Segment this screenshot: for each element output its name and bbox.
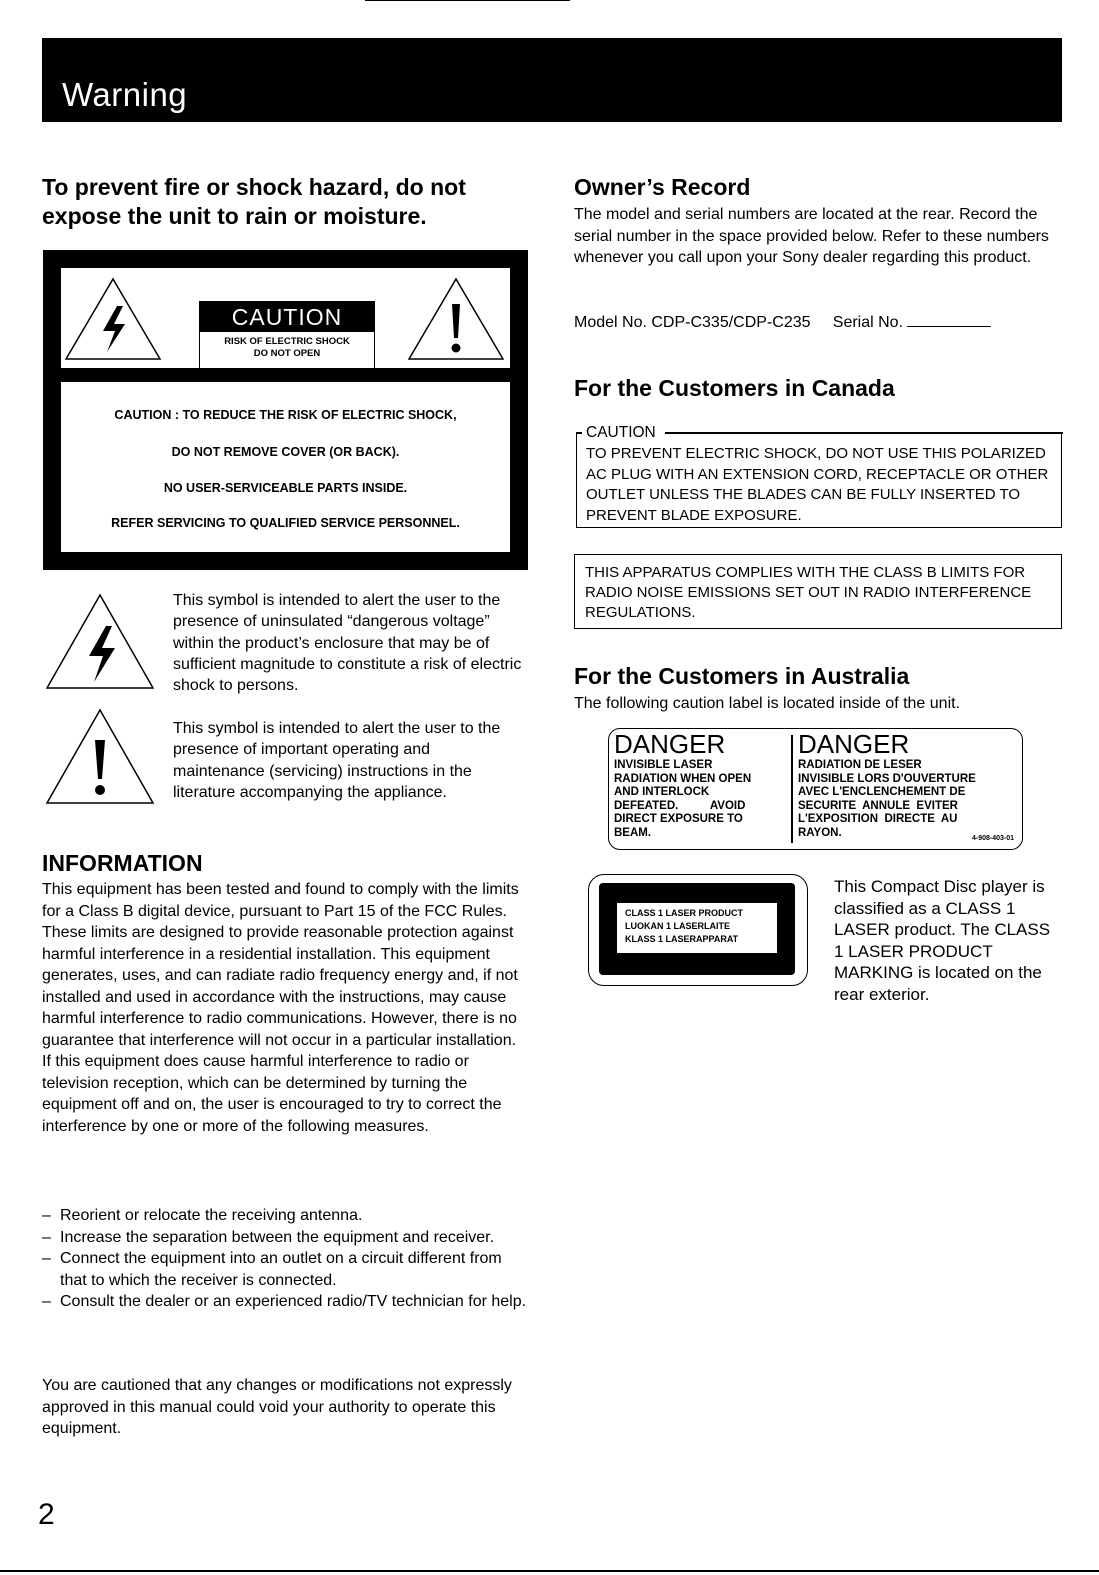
canada-caution-box: [576, 424, 1062, 528]
information-body: This equipment has been tested and found to comply with the limits for a Class B digital device, pursuant to Part 15 of the FCC Rules. These limits are designed to provide reasonable protection against harmful interference in a residential installation. This equipment generates, uses, and can radiate radio frequency energy and, if not installed and used in accordance with the instructions, may cause harmful interference to radio communications. However, there is no guarantee that interference will not occur in a particular installation. If this equipment does cause harmful interference to radio or television reception, which can be determined by turning the equipment off and on, the user is encouraged to try to correct the interference by one or more of the following measures.: [42, 881, 519, 1135]
warning-heading: To prevent fire or shock hazard, do not expose the unit to rain or moisture.: [42, 174, 466, 229]
danger-line: SECURITE ANNULE EVITER: [798, 799, 958, 812]
caution-label-line2: DO NOT OPEN: [253, 348, 321, 359]
caution-label-subtext: [200, 336, 374, 360]
list-item: – Consult the dealer or an experienced radio/TV technician for help.: [42, 1291, 528, 1313]
danger-english: [614, 729, 786, 840]
laser-description: This Compact Disc player is classified as a CLASS 1 LASER product. The CLASS 1 LASER PRODUCT MARKING is located on the rear exterior.: [834, 877, 1051, 1004]
lightning-symbol-description: This symbol is intended to alert the user to the presence of uninsulated “dangerous voltage” within the product’s enclosure that may be of sufficient magnitude to constitute a risk of electric shock to persons.: [173, 592, 522, 695]
serial-number-blank: [907, 312, 991, 327]
danger-line: AND INTERLOCK: [614, 786, 710, 798]
caution-panel: [43, 250, 528, 570]
laser-label-line: LUOKAN 1 LASERLAITE: [625, 921, 731, 931]
lightning-symbol-icon: [44, 592, 156, 692]
australia-intro: The following caution label is located inside of the unit.: [574, 695, 961, 712]
danger-french: [798, 729, 1016, 840]
laser-label-line: CLASS 1 LASER PRODUCT: [625, 908, 744, 918]
canada-heading: For the Customers in Canada: [574, 375, 895, 401]
laser-product-label: [588, 874, 808, 986]
information-closing: You are cautioned that any changes or modifications not expressly approved in this manual could void your authority to operate this equipment.: [42, 1377, 512, 1437]
owners-record-heading: Owner’s Record: [574, 174, 751, 200]
exclamation-symbol-icon: [44, 707, 156, 807]
laser-label-text: [617, 903, 777, 953]
measures-list: [42, 1205, 528, 1313]
list-item: – Reorient or relocate the receiving antenna.: [42, 1205, 528, 1227]
caution-label: [199, 301, 375, 369]
list-item: – Connect the equipment into an outlet on a circuit different from that to which the receiver is connected.: [42, 1248, 528, 1291]
caution-line: REFER SERVICING TO QUALIFIED SERVICE PERSONNEL.: [111, 516, 460, 530]
model-number: Model No. CDP-C335/CDP-C235: [574, 314, 811, 331]
caution-label-title: CAUTION: [200, 302, 374, 332]
model-serial-line: [574, 312, 1064, 334]
canada-caution-title: CAUTION: [586, 424, 656, 441]
australia-heading: For the Customers in Australia: [574, 663, 910, 689]
lightning-warning-icon: [63, 276, 163, 362]
canada-compliance-box: [574, 554, 1062, 629]
danger-label: [608, 728, 1023, 850]
danger-line: RADIATION WHEN OPEN: [614, 772, 752, 785]
caution-line: CAUTION : TO REDUCE THE RISK OF ELECTRIC SHOCK,: [114, 408, 457, 422]
page-number: 2: [38, 1498, 55, 1531]
exclamation-warning-icon: [406, 276, 506, 362]
danger-fr-title: DANGER: [798, 729, 910, 759]
page-title: Warning: [62, 76, 188, 113]
caution-line: NO USER-SERVICEABLE PARTS INSIDE.: [163, 481, 408, 495]
caution-label-line1: RISK OF ELECTRIC SHOCK: [224, 336, 350, 347]
danger-line: L'EXPOSITION DIRECTE AU: [798, 813, 958, 825]
danger-divider: [791, 735, 793, 843]
danger-label-code: 4-908-403-01: [971, 835, 1014, 842]
laser-label-line: KLASS 1 LASERAPPARAT: [625, 934, 739, 944]
information-heading: INFORMATION: [42, 850, 203, 876]
danger-line: INVISIBLE LASER: [614, 759, 713, 771]
measures-list-container: [42, 1205, 528, 1313]
danger-line: DEFEATED. AVOID: [614, 799, 746, 812]
bottom-rule: [0, 1570, 1099, 1572]
danger-line: INVISIBLE LORS D'OUVERTURE: [798, 772, 976, 785]
danger-line: DIRECT EXPOSURE TO: [614, 813, 743, 825]
caution-symbols-area: [61, 268, 510, 368]
danger-line: RAYON.: [798, 826, 842, 839]
page-header: [42, 38, 1062, 122]
caution-line: DO NOT REMOVE COVER (OR BACK).: [171, 445, 400, 459]
danger-en-title: DANGER: [614, 729, 726, 759]
exclamation-symbol-description: This symbol is intended to alert the user to the presence of important operating and maintenance (servicing) instructions in the literature accompanying the appliance.: [173, 720, 501, 801]
caution-text-area: [61, 382, 510, 552]
danger-line: AVEC L'ENCLENCHEMENT DE: [798, 786, 966, 798]
canada-compliance-text: THIS APPARATUS COMPLIES WITH THE CLASS B LIMITS FOR RADIO NOISE EMISSIONS SET OUT IN RADIO INTERFERENCE REGULATIONS.: [585, 564, 1032, 621]
danger-line: BEAM.: [614, 826, 652, 839]
owners-record-body: The model and serial numbers are located at the rear. Record the serial number in the space provided below. Refer to these numbers whenever you call upon your Sony dealer regarding this product.: [574, 206, 1049, 266]
danger-line: RADIATION DE LESER: [798, 759, 922, 771]
serial-number-label: Serial No.: [832, 314, 904, 331]
top-rule: [365, 0, 570, 1]
canada-caution-text: TO PREVENT ELECTRIC SHOCK, DO NOT USE THIS POLARIZED AC PLUG WITH AN EXTENSION CORD, RECEPTACLE OR OTHER OUTLET UNLESS THE BLADES CAN BE FULLY INSERTED TO PREVENT BLADE EXPOSURE.: [586, 445, 1049, 524]
list-item: – Increase the separation between the equipment and receiver.: [42, 1227, 528, 1249]
